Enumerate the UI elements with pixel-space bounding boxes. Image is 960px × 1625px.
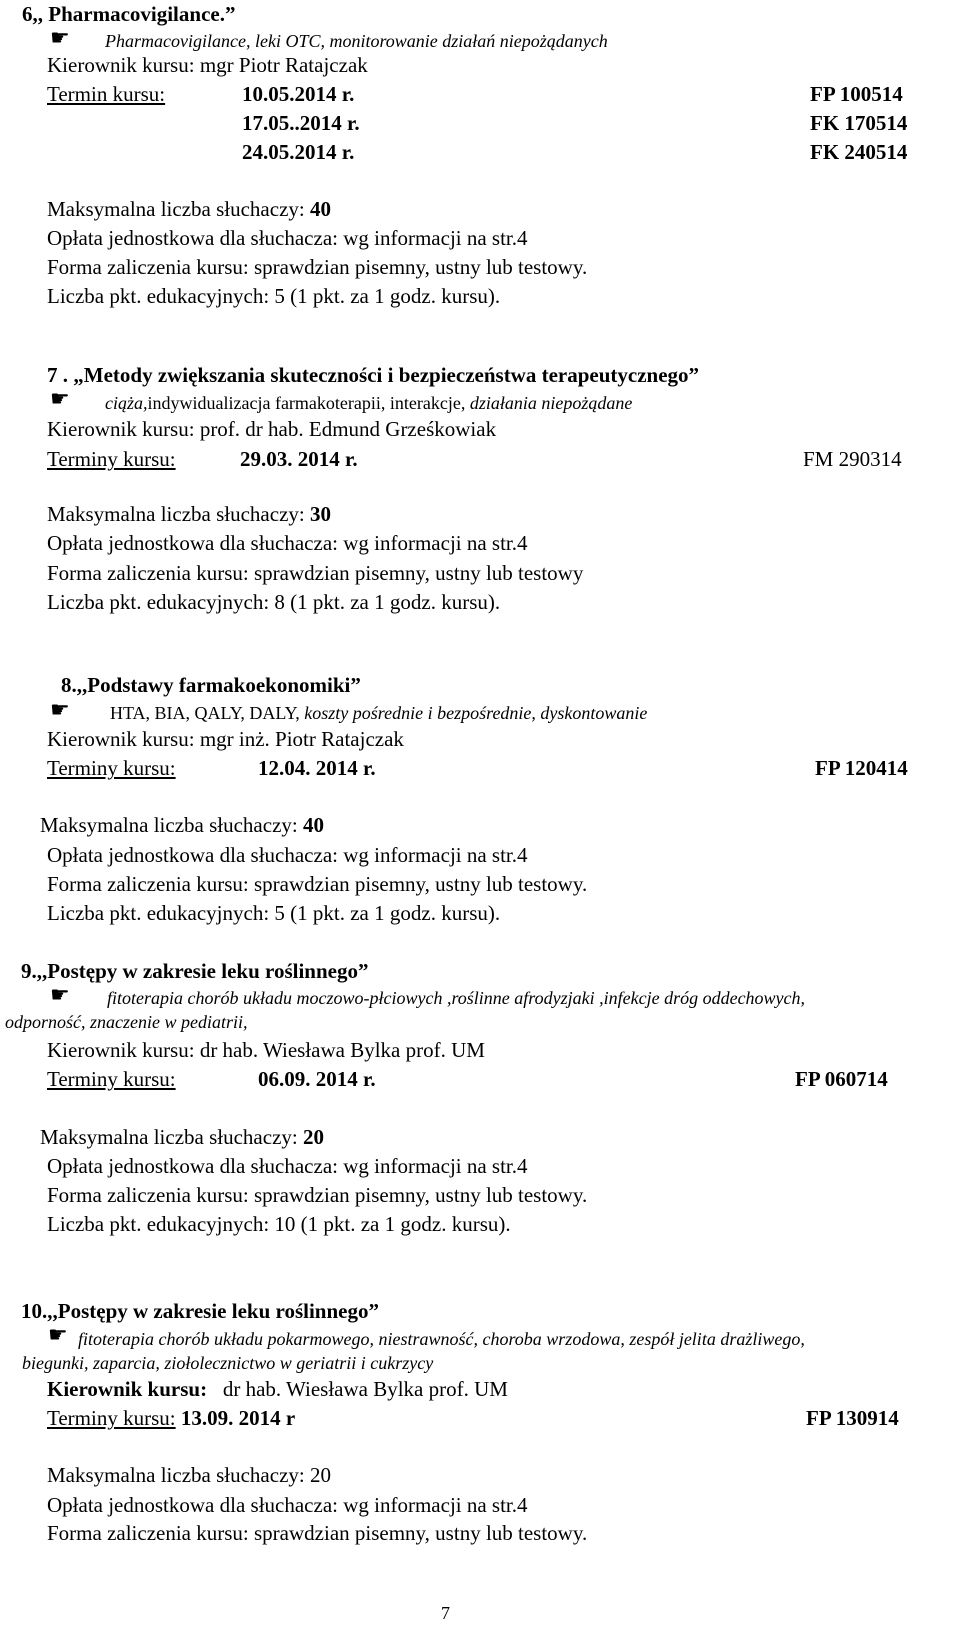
- course6-fee: Opłata jednostkowa dla słuchacza: wg informacji na str.4: [47, 226, 528, 250]
- course7-topics: ciąża,indywidualizacja farmakoterapii, interakcje, działania niepożądane: [105, 393, 633, 413]
- course6-points: Liczba pkt. edukacyjnych: 5 (1 pkt. za 1 godz. kursu).: [47, 284, 501, 308]
- course9-code-1: FP 060714: [795, 1067, 888, 1091]
- pointing-hand-icon: ☛: [50, 698, 70, 723]
- course6-topics: Pharmacovigilance, leki OTC, monitorowanie działań niepożądanych: [105, 31, 608, 51]
- course9-topics-line-2: odporność, znaczenie w pediatrii,: [5, 1012, 248, 1032]
- course10-topics-line-1: fitoterapia chorób układu pokarmowego, niestrawność, choroba wrzodowa, zespół jelita drażliwego,: [78, 1329, 805, 1349]
- course7-term-label: Terminy kursu:: [47, 447, 176, 471]
- course8-points: Liczba pkt. edukacyjnych: 5 (1 pkt. za 1 godz. kursu).: [47, 901, 501, 925]
- course8-term-label: Terminy kursu:: [47, 756, 176, 780]
- course6-date-3: 24.05.2014 r.: [242, 140, 355, 164]
- course8-form: Forma zaliczenia kursu: sprawdzian pisemny, ustny lub testowy.: [47, 872, 588, 896]
- page-number: 7: [441, 1603, 450, 1623]
- course9-fee: Opłata jednostkowa dla słuchacza: wg informacji na str.4: [47, 1154, 528, 1178]
- course7-title: 7 . „Metody zwiększania skuteczności i bezpieczeństwa terapeutycznego”: [47, 363, 700, 387]
- course7-date-1: 29.03. 2014 r.: [240, 447, 358, 471]
- course10-topics-line-2: biegunki, zaparcia, ziołolecznictwo w geriatrii i cukrzycy: [22, 1353, 434, 1373]
- course7-fee: Opłata jednostkowa dla słuchacza: wg informacji na str.4: [47, 531, 528, 555]
- pointing-hand-icon: ☛: [50, 26, 70, 51]
- course7-points: Liczba pkt. edukacyjnych: 8 (1 pkt. za 1 godz. kursu).: [47, 590, 501, 614]
- course6-manager: Kierownik kursu: mgr Piotr Ratajczak: [47, 53, 368, 77]
- course10-max-participants: Maksymalna liczba słuchaczy: 20: [47, 1463, 331, 1487]
- course9-term-label: Terminy kursu:: [47, 1067, 176, 1091]
- course9-date-1: 06.09. 2014 r.: [258, 1067, 376, 1091]
- course10-terms: Terminy kursu: 13.09. 2014 r: [47, 1406, 296, 1430]
- course8-topics: HTA, BIA, QALY, DALY, koszty pośrednie i bezpośrednie, dyskontowanie: [110, 703, 648, 723]
- course9-manager: Kierownik kursu: dr hab. Wiesława Bylka prof. UM: [47, 1038, 485, 1062]
- course9-points: Liczba pkt. edukacyjnych: 10 (1 pkt. za 1 godz. kursu).: [47, 1212, 511, 1236]
- course6-form: Forma zaliczenia kursu: sprawdzian pisemny, ustny lub testowy.: [47, 255, 588, 279]
- course8-title: 8.,,Podstawy farmakoekonomiki”: [61, 673, 361, 697]
- course6-date-1: 10.05.2014 r.: [242, 82, 355, 106]
- course7-max-participants: Maksymalna liczba słuchaczy: 30: [47, 502, 331, 526]
- course9-max-participants: Maksymalna liczba słuchaczy: 20: [40, 1125, 324, 1149]
- course6-code-1: FP 100514: [810, 82, 903, 106]
- course7-code-1: FM 290314: [803, 447, 902, 471]
- course10-fee: Opłata jednostkowa dla słuchacza: wg informacji na str.4: [47, 1493, 528, 1517]
- course7-manager: Kierownik kursu: prof. dr hab. Edmund Grześkowiak: [47, 417, 497, 441]
- course10-title: 10.,,Postępy w zakresie leku roślinnego”: [21, 1299, 379, 1323]
- course8-manager: Kierownik kursu: mgr inż. Piotr Ratajczak: [47, 727, 404, 751]
- course6-code-3: FK 240514: [810, 140, 908, 164]
- course9-title: 9.,,Postępy w zakresie leku roślinnego”: [21, 959, 369, 983]
- pointing-hand-icon: ☛: [50, 983, 70, 1008]
- course6-max-participants: Maksymalna liczba słuchaczy: 40: [47, 197, 331, 221]
- pointing-hand-icon: ☛: [50, 387, 70, 412]
- course6-term-label: Termin kursu:: [47, 82, 166, 106]
- course6-date-2: 17.05..2014 r.: [242, 111, 360, 135]
- course8-code-1: FP 120414: [815, 756, 908, 780]
- course8-fee: Opłata jednostkowa dla słuchacza: wg informacji na str.4: [47, 843, 528, 867]
- course10-code-1: FP 130914: [806, 1406, 899, 1430]
- course7-form: Forma zaliczenia kursu: sprawdzian pisemny, ustny lub testowy: [47, 561, 584, 585]
- pointing-hand-icon: ☛: [48, 1323, 68, 1348]
- course10-manager: Kierownik kursu: dr hab. Wiesława Bylka prof. UM: [47, 1377, 508, 1401]
- course6-code-2: FK 170514: [810, 111, 908, 135]
- course10-form: Forma zaliczenia kursu: sprawdzian pisemny, ustny lub testowy.: [47, 1521, 588, 1545]
- course8-date-1: 12.04. 2014 r.: [258, 756, 376, 780]
- course6-title: 6,, Pharmacovigilance.”: [22, 2, 236, 26]
- course9-form: Forma zaliczenia kursu: sprawdzian pisemny, ustny lub testowy.: [47, 1183, 588, 1207]
- course9-topics-line-1: fitoterapia chorób układu moczowo-płciowych ,roślinne afrodyzjaki ,infekcje dróg oddechowych,: [107, 988, 806, 1008]
- course8-max-participants: Maksymalna liczba słuchaczy: 40: [40, 813, 324, 837]
